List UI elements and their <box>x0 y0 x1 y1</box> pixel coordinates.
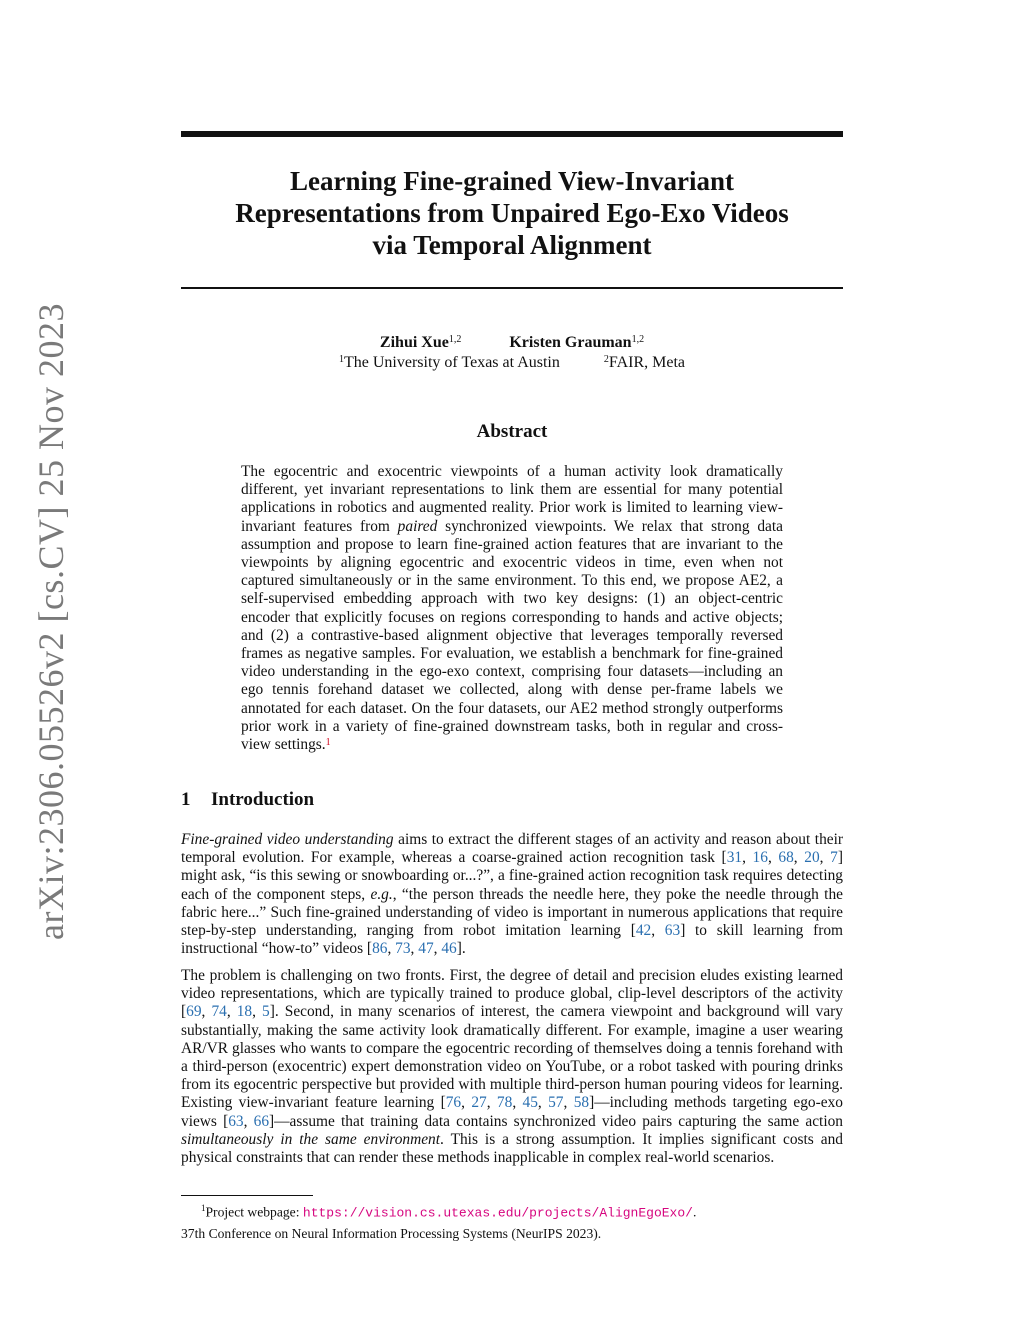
citation-link[interactable]: 73 <box>395 940 411 958</box>
citation-link[interactable]: 57 <box>548 1094 564 1112</box>
citation-link[interactable]: 58 <box>573 1094 590 1112</box>
affiliation-name: The University of Texas at Austin <box>343 354 560 371</box>
section-title: Introduction <box>211 789 315 810</box>
footnote-rule <box>181 1195 313 1196</box>
title-bottom-rule <box>181 287 843 289</box>
citation-link[interactable]: 16 <box>752 849 768 867</box>
author-name: Kristen Grauman <box>509 334 632 351</box>
intro-paragraph-1: Fine-grained video understanding aims to extract the different stages of an activity and reason about their temporal evolution. For example, whereas a coarse-grained action recognition task [31, 16, 68, 20, 7] might ask, “is this sewing or snowboarding or...?”, a fine-grained action recognition task requires detecting each of the component steps, e.g., “the person threads the needle here, they poke the needle through the fabric here...” Such fine-grained understanding of video is important in numerous applications that require step-by-step understanding, ranging from robot imitation learning [42, 63] to skill learning from instructional “how-to” videos [86, 73, 47, 46]. <box>181 831 844 958</box>
title-top-rule <box>181 131 843 137</box>
affiliation-name: FAIR, Meta <box>608 354 686 371</box>
citation-link[interactable]: 66 <box>253 1112 270 1130</box>
citation-link[interactable]: 45 <box>522 1094 538 1112</box>
footnote-mark: 1 <box>201 1203 206 1213</box>
abstract-heading: Abstract <box>476 421 548 442</box>
author-name: Zihui Xue <box>379 334 449 351</box>
footnote: $^1$Project webpage: https://vision.cs.utexas.edu/projects/AlignEgoExo/. <box>201 1203 697 1221</box>
citation-link[interactable]: 47 <box>418 940 434 958</box>
author-block <box>181 333 843 373</box>
section-number: 1 <box>181 789 191 810</box>
title-line: Learning Fine-grained View-Invariant <box>290 166 734 196</box>
paper-title <box>181 165 843 261</box>
affiliations <box>181 353 843 373</box>
citation-link[interactable]: 74 <box>211 1003 227 1021</box>
affiliation-mark: 1 <box>338 354 344 365</box>
title-line: Representations from Unpaired Ego-Exo Videos <box>235 198 789 228</box>
citation-link[interactable]: 5 <box>262 1003 270 1021</box>
footnote-label: Project webpage: <box>205 1204 303 1220</box>
arxiv-identifier: arXiv:2306.05526v2 [cs.CV] 25 Nov 2023 <box>31 303 71 940</box>
section-heading-introduction <box>181 789 314 811</box>
citation-link[interactable]: 27 <box>471 1094 487 1112</box>
author-names <box>181 333 843 353</box>
citation-link[interactable]: 63 <box>664 922 681 940</box>
citation-link[interactable]: 7 <box>830 849 838 867</box>
citation-link[interactable]: 42 <box>635 922 652 940</box>
project-webpage-link[interactable]: https://vision.cs.utexas.edu/projects/AlignEgoExo/ <box>302 1205 693 1221</box>
author-affiliation-mark: 1,2 <box>631 334 645 345</box>
abstract-body: The egocentric and exocentric viewpoints of a human activity look dramatically different, yet invariant representations to link them are essential for many potential applications in robotics and augmented reality. Prior work is limited to learning view-invariant features from paired synchronized viewpoints. We relax that strong data assumption and propose to learn fine-grained action features that are invariant to the viewpoints by aligning egocentric and exocentric videos in time, even when not captured simultaneously or in the same environment. To this end, we propose AE2, a self-supervised embedding approach with two key designs: (1) an object-centric encoder that explicitly focuses on regions corresponding to hands and active objects; and (2) a contrastive-based alignment objective that leverages temporally reversed frames as negative samples. For evaluation, we establish a benchmark for fine-grained video understanding in the ego-exo context, comprising four datasets—including an ego tennis forehand dataset we collected, along with dense per-frame labels we annotated for each dataset. On the four datasets, our AE2 method strongly outperforms prior work in a variety of fine-grained downstream tasks, both in regular and cross-view settings.$^1$ <box>241 463 783 754</box>
venue-note: 37th Conference on Neural Information Processing Systems (NeurIPS 2023). <box>181 1226 602 1241</box>
citation-link[interactable]: 68 <box>778 849 794 867</box>
citation-link[interactable]: 78 <box>496 1094 513 1112</box>
citation-link[interactable]: 69 <box>186 1003 202 1021</box>
affiliation-mark: 2 <box>603 354 609 365</box>
citation-link[interactable]: 46 <box>441 940 457 958</box>
citation-link[interactable]: 86 <box>372 940 388 958</box>
citation-link[interactable]: 20 <box>804 849 820 867</box>
intro-paragraph-2: The problem is challenging on two fronts. First, the degree of detail and precision eludes existing learned video representations, which are typically trained to produce global, clip-level descriptors of the activity [69, 74, 18, 5]. Second, in many scenarios of interest, the camera viewpoint and background will vary substantially, making the same activity look dramatically different. For example, imagine a user wearing AR/VR glasses who wants to compare the egocentric recording of themselves doing a tennis forehand with a third-person (exocentric) expert demonstration video on YouTube, or a robot tasked with pouring drinks from its egocentric perspective but provided with multiple third-person human pouring videos for learning. Existing view-invariant feature learning [76, 27, 78, 45, 57, 58]—including methods targeting ego-exo views [63, 66]—assume that training data contains synchronized video pairs capturing the same action simultaneously in the same environment. This is a strong assumption. It implies significant costs and physical constraints that can render these methods inapplicable in complex real-world scenarios. <box>181 967 843 1167</box>
author-affiliation-mark: 1,2 <box>448 334 462 345</box>
citation-link[interactable]: 31 <box>726 849 743 867</box>
citation-link[interactable]: 76 <box>445 1094 462 1112</box>
footnote-link[interactable]: 1 <box>325 737 331 749</box>
title-line: via Temporal Alignment <box>372 230 652 260</box>
citation-link[interactable]: 18 <box>236 1003 253 1021</box>
citation-link[interactable]: 63 <box>228 1112 244 1130</box>
